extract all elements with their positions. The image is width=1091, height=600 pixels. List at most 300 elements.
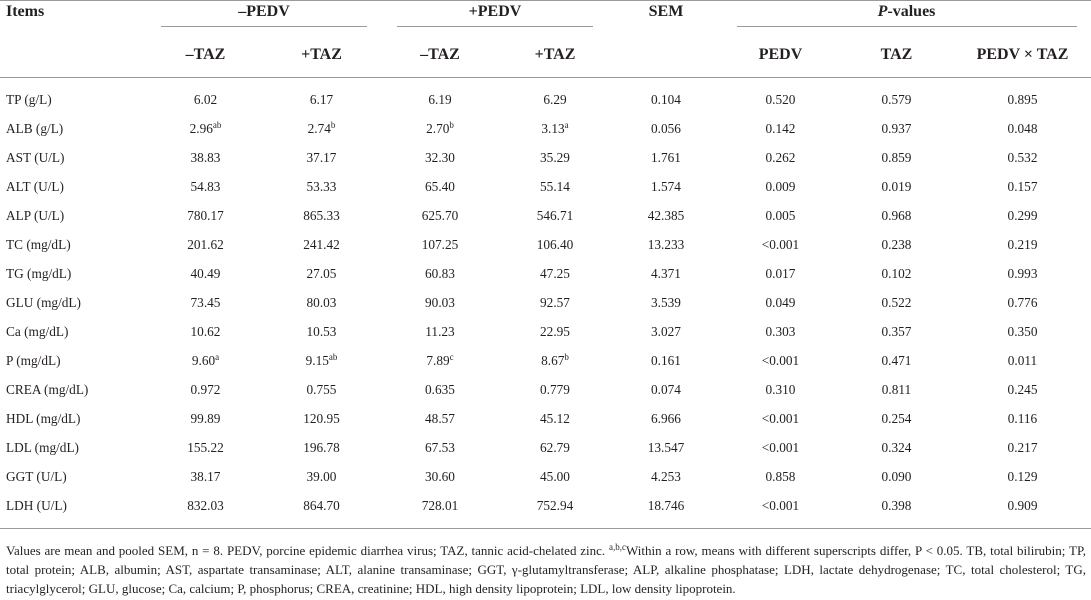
cell-c xyxy=(380,462,500,491)
cell-a xyxy=(148,78,263,115)
cell-value: 6.29 xyxy=(543,91,567,107)
cell-b xyxy=(263,230,380,259)
cell-sem xyxy=(610,404,722,433)
cell-value: 0.310 xyxy=(765,381,796,397)
cell-value: 0.238 xyxy=(881,236,912,252)
cell-sem xyxy=(610,346,722,375)
cell-b xyxy=(263,172,380,201)
cell-int xyxy=(954,404,1091,433)
cell-a xyxy=(148,230,263,259)
cell-b xyxy=(263,375,380,404)
row-label: ALB (g/L) xyxy=(6,120,64,136)
cell-value: 6.966 xyxy=(651,410,681,426)
cell-value: 92.57 xyxy=(540,294,570,310)
superscript: b xyxy=(564,351,569,362)
cell-value: 0.779 xyxy=(540,381,570,397)
cell-taz xyxy=(839,259,954,288)
cell-pedv xyxy=(722,230,839,259)
cell-taz xyxy=(839,404,954,433)
cell-value: 0.324 xyxy=(881,439,912,455)
cell-value: 201.62 xyxy=(187,236,224,252)
cell-b xyxy=(263,317,380,346)
cell-d xyxy=(500,288,610,317)
cell-a xyxy=(148,143,263,172)
plus-taz-header-1: +TAZ xyxy=(301,46,342,63)
cell-c xyxy=(380,230,500,259)
cell-a xyxy=(148,172,263,201)
cell-pedv xyxy=(722,78,839,115)
cell-value: 0.019 xyxy=(881,178,912,194)
cell-value: 38.17 xyxy=(190,468,221,484)
cell-value: <0.001 xyxy=(761,497,800,513)
cell-pedv xyxy=(722,404,839,433)
cell-value: 0.017 xyxy=(765,265,796,281)
cell-d xyxy=(500,143,610,172)
cell-value: 10.62 xyxy=(190,323,221,339)
cell-int xyxy=(954,491,1091,529)
cell-int xyxy=(954,346,1091,375)
cell-value: 0.116 xyxy=(1007,410,1038,426)
cell-taz xyxy=(839,172,954,201)
cell-value: 62.79 xyxy=(540,439,570,455)
cell-taz xyxy=(839,462,954,491)
table-row xyxy=(0,346,1091,375)
cell-pedv xyxy=(722,143,839,172)
cell-value: 30.60 xyxy=(425,468,455,484)
cell-int xyxy=(954,230,1091,259)
cell-taz xyxy=(839,230,954,259)
footnote-superscript: a,b,c xyxy=(609,542,627,552)
table-row xyxy=(0,259,1091,288)
cell-sem xyxy=(610,317,722,346)
table-footnote xyxy=(6,541,1086,598)
plus-pedv-header xyxy=(380,1,610,34)
cell-pedv xyxy=(722,346,839,375)
cell-value: 0.811 xyxy=(881,381,912,397)
cell-d xyxy=(500,78,610,115)
cell-value: 39.00 xyxy=(306,468,337,484)
cell-value: 865.33 xyxy=(303,207,340,223)
cell-value: 80.03 xyxy=(306,294,337,310)
superscript: a xyxy=(564,119,569,130)
cell-c xyxy=(380,375,500,404)
cell-value: 0.968 xyxy=(881,207,912,223)
cell-value: 60.83 xyxy=(425,265,455,281)
cell-int xyxy=(954,143,1091,172)
cell-sem xyxy=(610,230,722,259)
cell-c xyxy=(380,114,500,143)
cell-d xyxy=(500,259,610,288)
cell-d xyxy=(500,172,610,201)
superscript: ab xyxy=(212,119,222,130)
cell-value: 4.371 xyxy=(651,265,681,281)
cell-value: 0.522 xyxy=(881,294,912,310)
cell-sem xyxy=(610,259,722,288)
footnote-part-1: Values are mean and pooled SEM, n = 8. PEDV, porcine epidemic diarrhea virus; TAZ, tannic acid-chelated zinc. xyxy=(6,543,610,558)
cell-b xyxy=(263,143,380,172)
cell-d xyxy=(500,317,610,346)
cell-value: 0.217 xyxy=(1007,439,1038,455)
cell-value: <0.001 xyxy=(761,439,800,455)
interaction-p-header: PEDV × TAZ xyxy=(976,46,1069,63)
table-header xyxy=(0,1,1091,78)
cell-value: 13.547 xyxy=(647,439,685,455)
cell-value: 0.776 xyxy=(1007,294,1038,310)
cell-value: 0.937 xyxy=(881,120,912,136)
cell-taz xyxy=(839,491,954,529)
cell-value: 47.25 xyxy=(540,265,570,281)
superscript: c xyxy=(449,351,454,362)
cell-b xyxy=(263,433,380,462)
cell-taz xyxy=(839,346,954,375)
cell-taz xyxy=(839,114,954,143)
cell-value: 120.95 xyxy=(303,410,340,426)
table-row xyxy=(0,317,1091,346)
cell-b xyxy=(263,78,380,115)
cell-value: 0.471 xyxy=(881,352,912,368)
cell-sem xyxy=(610,491,722,529)
cell-value: 2.70 xyxy=(426,120,450,136)
cell-a xyxy=(148,288,263,317)
p-italic: P xyxy=(877,3,888,20)
cell-value: 0.972 xyxy=(190,381,221,397)
cell-value: 55.14 xyxy=(540,178,570,194)
cell-c xyxy=(380,143,500,172)
cell-value: 0.895 xyxy=(1007,91,1038,107)
superscript: b xyxy=(330,119,336,130)
cell-value: 0.056 xyxy=(651,120,681,136)
cell-int xyxy=(954,433,1091,462)
sem-header: SEM xyxy=(648,3,684,20)
cell-value: 65.40 xyxy=(425,178,455,194)
cell-a xyxy=(148,317,263,346)
cell-taz xyxy=(839,433,954,462)
cell-int xyxy=(954,259,1091,288)
cell-b xyxy=(263,201,380,230)
cell-pedv xyxy=(722,433,839,462)
cell-d xyxy=(500,462,610,491)
cell-sem xyxy=(610,78,722,115)
cell-int xyxy=(954,288,1091,317)
cell-int xyxy=(954,375,1091,404)
cell-pedv xyxy=(722,172,839,201)
cell-value: 241.42 xyxy=(303,236,340,252)
minus-taz-header-2: –TAZ xyxy=(420,46,460,63)
cell-value: 0.005 xyxy=(765,207,796,223)
cell-value: 6.17 xyxy=(309,91,334,107)
table-row xyxy=(0,491,1091,529)
plus-pedv-label: +PEDV xyxy=(397,3,593,27)
cell-d xyxy=(500,114,610,143)
cell-value: 832.03 xyxy=(187,497,224,513)
cell-a xyxy=(148,259,263,288)
cell-value: 0.635 xyxy=(425,381,455,397)
cell-int xyxy=(954,317,1091,346)
empty-sem-cell xyxy=(610,33,722,78)
cell-sem xyxy=(610,433,722,462)
cell-c xyxy=(380,491,500,529)
cell-value: 0.009 xyxy=(765,178,796,194)
cell-value: 45.12 xyxy=(540,410,570,426)
cell-value: 42.385 xyxy=(647,207,685,223)
cell-value: 752.94 xyxy=(536,497,574,513)
cell-a xyxy=(148,201,263,230)
table-row xyxy=(0,433,1091,462)
cell-b xyxy=(263,114,380,143)
cell-value: 728.01 xyxy=(421,497,459,513)
superscript: b xyxy=(449,119,454,130)
row-label: CREA (mg/dL) xyxy=(6,381,89,397)
cell-taz xyxy=(839,78,954,115)
row-label: TC (mg/dL) xyxy=(6,236,71,252)
items-header: Items xyxy=(6,3,45,20)
cell-value: 73.45 xyxy=(190,294,221,310)
cell-c xyxy=(380,259,500,288)
cell-d xyxy=(500,201,610,230)
cell-value: 45.00 xyxy=(540,468,570,484)
cell-sem xyxy=(610,288,722,317)
cell-value: 0.909 xyxy=(1007,497,1038,513)
cell-value: <0.001 xyxy=(761,410,800,426)
table-row xyxy=(0,404,1091,433)
cell-value: 0.262 xyxy=(765,149,796,165)
cell-value: 0.579 xyxy=(881,91,912,107)
cell-value: 0.219 xyxy=(1007,236,1038,252)
cell-value: 0.520 xyxy=(765,91,796,107)
cell-a xyxy=(148,433,263,462)
footnote-text xyxy=(6,541,1086,598)
cell-d xyxy=(500,375,610,404)
cell-value: 0.532 xyxy=(1007,149,1038,165)
cell-c xyxy=(380,78,500,115)
cell-value: 3.027 xyxy=(651,323,681,339)
cell-value: 0.357 xyxy=(881,323,912,339)
minus-taz-header-1: –TAZ xyxy=(185,46,226,63)
cell-value: 780.17 xyxy=(187,207,224,223)
table-row xyxy=(0,288,1091,317)
cell-value: 32.30 xyxy=(425,149,455,165)
row-label: LDL (mg/dL) xyxy=(6,439,79,455)
cell-pedv xyxy=(722,201,839,230)
cell-value: 9.15 xyxy=(305,352,329,368)
cell-pedv xyxy=(722,491,839,529)
row-label: GGT (U/L) xyxy=(6,468,67,484)
cell-b xyxy=(263,462,380,491)
p-values-header xyxy=(722,1,1091,34)
cell-value: 1.574 xyxy=(651,178,681,194)
cell-value: 4.253 xyxy=(651,468,681,484)
cell-sem xyxy=(610,172,722,201)
cell-value: 10.53 xyxy=(306,323,337,339)
superscript: ab xyxy=(328,351,338,362)
row-label: P (mg/dL) xyxy=(6,352,61,368)
table-row xyxy=(0,143,1091,172)
cell-taz xyxy=(839,143,954,172)
cell-a xyxy=(148,404,263,433)
cell-value: 53.33 xyxy=(306,178,337,194)
cell-value: 67.53 xyxy=(425,439,455,455)
cell-value: 0.102 xyxy=(881,265,912,281)
cell-sem xyxy=(610,114,722,143)
cell-taz xyxy=(839,375,954,404)
row-label: GLU (mg/dL) xyxy=(6,294,81,310)
cell-value: 0.049 xyxy=(765,294,796,310)
row-label: Ca (mg/dL) xyxy=(6,323,69,339)
cell-pedv xyxy=(722,462,839,491)
footnote-part-2: Within a row, means with different superscripts differ, P < 0.05. TB, total bilirubin; TP, total protein; ALB, albumin; AST, aspartate transaminase; ALT, alanine transaminase; GGT, γ-glutamyltransferase; ALP, alkaline phosphatase; LDH, lactate dehydrogenase; TC, total cholesterol; TG, triacylglycerol; GLU, glucose; Ca, calcium; P, phosphorus; CREA, creatinine; HDL, high density lipoprotein; LDL, low density lipoprotein. xyxy=(6,543,1086,596)
header-row-2 xyxy=(0,33,1091,78)
cell-value: 0.142 xyxy=(765,120,796,136)
cell-a xyxy=(148,114,263,143)
cell-value: 8.67 xyxy=(541,352,565,368)
cell-value: 1.761 xyxy=(651,149,681,165)
cell-a xyxy=(148,375,263,404)
cell-d xyxy=(500,491,610,529)
cell-value: <0.001 xyxy=(761,352,800,368)
cell-value: 99.89 xyxy=(190,410,221,426)
table-row xyxy=(0,114,1091,143)
table-row xyxy=(0,462,1091,491)
table-row xyxy=(0,172,1091,201)
table-body xyxy=(0,78,1091,529)
cell-c xyxy=(380,201,500,230)
cell-int xyxy=(954,201,1091,230)
cell-value: 0.993 xyxy=(1007,265,1038,281)
cell-value: 0.755 xyxy=(306,381,337,397)
cell-taz xyxy=(839,317,954,346)
pedv-p-header: PEDV xyxy=(758,46,803,63)
cell-value: 6.19 xyxy=(428,91,452,107)
cell-value: 0.303 xyxy=(765,323,796,339)
table-row xyxy=(0,230,1091,259)
row-label: AST (U/L) xyxy=(6,149,65,165)
taz-p-header: TAZ xyxy=(880,46,913,63)
cell-value: 107.25 xyxy=(421,236,459,252)
cell-value: 625.70 xyxy=(421,207,459,223)
cell-sem xyxy=(610,375,722,404)
cell-value: 7.89 xyxy=(426,352,450,368)
p-values-suffix: -values xyxy=(887,3,936,20)
row-label: ALT (U/L) xyxy=(6,178,64,194)
row-label: HDL (mg/dL) xyxy=(6,410,81,426)
cell-int xyxy=(954,462,1091,491)
cell-c xyxy=(380,288,500,317)
cell-b xyxy=(263,404,380,433)
cell-c xyxy=(380,404,500,433)
row-label: LDH (U/L) xyxy=(6,497,67,513)
cell-pedv xyxy=(722,375,839,404)
cell-value: 3.539 xyxy=(651,294,681,310)
cell-value: 3.13 xyxy=(541,120,565,136)
cell-value: <0.001 xyxy=(761,236,800,252)
cell-value: 0.254 xyxy=(881,410,912,426)
cell-b xyxy=(263,259,380,288)
cell-value: 0.398 xyxy=(881,497,912,513)
cell-value: 0.011 xyxy=(1007,352,1038,368)
cell-value: 54.83 xyxy=(190,178,221,194)
cell-value: 0.245 xyxy=(1007,381,1038,397)
cell-sem xyxy=(610,143,722,172)
cell-d xyxy=(500,230,610,259)
cell-value: 0.074 xyxy=(651,381,681,397)
row-label: TP (g/L) xyxy=(6,91,52,107)
cell-pedv xyxy=(722,288,839,317)
cell-c xyxy=(380,172,500,201)
cell-c xyxy=(380,433,500,462)
cell-d xyxy=(500,433,610,462)
cell-taz xyxy=(839,201,954,230)
header-row-1 xyxy=(0,1,1091,34)
cell-value: 90.03 xyxy=(425,294,455,310)
plus-taz-header-2: +TAZ xyxy=(534,46,576,63)
cell-value: 106.40 xyxy=(536,236,574,252)
cell-value: 22.95 xyxy=(540,323,570,339)
row-label: TG (mg/dL) xyxy=(6,265,72,281)
cell-d xyxy=(500,404,610,433)
empty-header-cell xyxy=(0,33,148,78)
cell-value: 196.78 xyxy=(303,439,340,455)
minus-pedv-header xyxy=(148,1,380,34)
cell-value: 864.70 xyxy=(303,497,340,513)
cell-b xyxy=(263,491,380,529)
cell-value: 0.090 xyxy=(881,468,912,484)
cell-value: 0.859 xyxy=(881,149,912,165)
cell-a xyxy=(148,462,263,491)
cell-int xyxy=(954,78,1091,115)
p-values-label xyxy=(737,3,1077,27)
row-label: ALP (U/L) xyxy=(6,207,65,223)
cell-a xyxy=(148,491,263,529)
minus-pedv-label: –PEDV xyxy=(161,3,367,27)
cell-value: 0.350 xyxy=(1007,323,1038,339)
cell-d xyxy=(500,346,610,375)
cell-b xyxy=(263,346,380,375)
cell-int xyxy=(954,114,1091,143)
cell-value: 0.129 xyxy=(1007,468,1038,484)
cell-value: 35.29 xyxy=(540,149,570,165)
cell-value: 38.83 xyxy=(190,149,221,165)
cell-value: 546.71 xyxy=(536,207,574,223)
cell-value: 40.49 xyxy=(190,265,221,281)
superscript: a xyxy=(215,351,220,362)
cell-value: 0.157 xyxy=(1007,178,1038,194)
cell-sem xyxy=(610,201,722,230)
cell-value: 37.17 xyxy=(306,149,337,165)
table-row xyxy=(0,201,1091,230)
cell-value: 11.23 xyxy=(425,323,455,339)
cell-a xyxy=(148,346,263,375)
table-row xyxy=(0,78,1091,115)
cell-int xyxy=(954,172,1091,201)
cell-value: 27.05 xyxy=(306,265,337,281)
cell-value: 48.57 xyxy=(425,410,455,426)
cell-value: 6.02 xyxy=(193,91,218,107)
cell-pedv xyxy=(722,114,839,143)
cell-value: 13.233 xyxy=(647,236,685,252)
cell-taz xyxy=(839,288,954,317)
cell-value: 9.60 xyxy=(191,352,216,368)
cell-value: 0.858 xyxy=(765,468,796,484)
cell-c xyxy=(380,346,500,375)
table-row xyxy=(0,375,1091,404)
cell-value: 18.746 xyxy=(647,497,685,513)
cell-pedv xyxy=(722,317,839,346)
cell-value: 0.161 xyxy=(651,352,681,368)
cell-pedv xyxy=(722,259,839,288)
cell-c xyxy=(380,317,500,346)
cell-sem xyxy=(610,462,722,491)
cell-value: 0.104 xyxy=(651,91,681,107)
